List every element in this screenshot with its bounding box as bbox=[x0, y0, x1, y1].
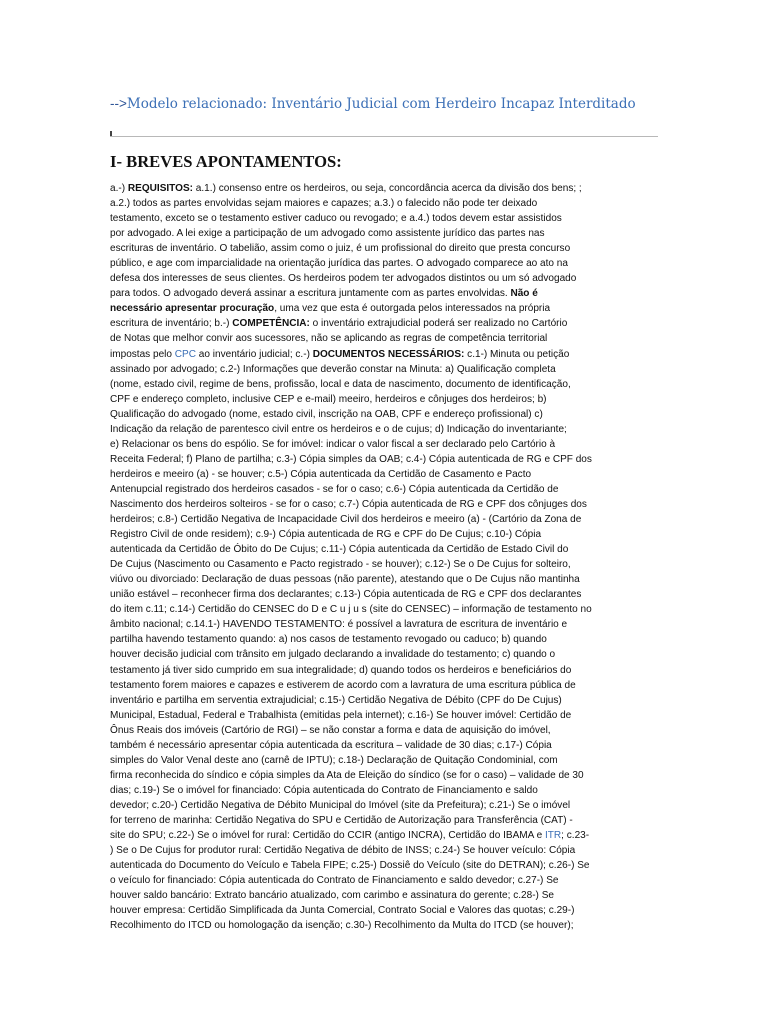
text-run: autenticada do Documento do Veículo e Tabela FIPE; c.25-) Dossiê do Veículo (site do DETRAN); c.26-) Se bbox=[110, 860, 590, 872]
text-run: a.2.) todos as partes envolvidas sejam maiores e capazes; a.3.) o falecido não pode ter deixado bbox=[110, 198, 538, 210]
text-run: viúvo ou divorciado: Declaração de duas pessoas (não parente), atestando que o De Cujus não mantinha bbox=[110, 574, 580, 586]
text-line bbox=[110, 723, 658, 738]
text-line bbox=[110, 557, 658, 572]
text-run: assinado por advogado; c.2-) Informações que deverão constar na Minuta: a) Qualificação completa bbox=[110, 363, 556, 375]
text-line bbox=[110, 813, 658, 828]
text-line bbox=[110, 843, 658, 858]
text-line bbox=[110, 482, 658, 497]
text-line bbox=[110, 452, 658, 467]
text-line bbox=[110, 286, 658, 301]
text-line bbox=[110, 918, 658, 933]
bold-text: REQUISITOS: bbox=[127, 183, 194, 194]
text-run: escritura de inventário; b.-) bbox=[110, 318, 233, 330]
text-run: impostas pelo bbox=[110, 348, 175, 360]
text-run: Nascimento dos herdeiros solteiros - se for o caso; c.7-) Cópia autenticada de RG e CPF dos cônjuges dos bbox=[110, 498, 587, 510]
text-run: âmbito nacional; c.14.1-) HAVENDO TESTAMENTO: é possível a lavratura de escritura de inventário e bbox=[110, 619, 568, 631]
text-run: defesa dos interesses de seus clientes. Os herdeiros podem ter advogados distintos ou um só advogado bbox=[110, 273, 577, 285]
text-line bbox=[110, 422, 658, 437]
text-line bbox=[110, 768, 658, 783]
text-line bbox=[110, 181, 658, 196]
text-line bbox=[110, 858, 658, 873]
text-line bbox=[110, 271, 658, 286]
text-run: simples do Valor Venal deste ano (carnê de IPTU); c.18-) Declaração de Quitação Condominial, com bbox=[110, 754, 558, 766]
text-run: De Cujus (Nascimento ou Casamento e Pacto registrado - se houver); c.12-) Se o De Cujus for solteiro, bbox=[110, 559, 571, 571]
text-run: testamento já tiver sido cumprido em sua integralidade; d) quando todos os herdeiros e beneficiários do bbox=[110, 664, 572, 676]
text-line bbox=[110, 873, 658, 888]
text-run: inventário e partilha em serventia extrajudicial; c.15-) Certidão Negativa de Débito (CPF do De Cujus) bbox=[110, 694, 562, 706]
text-run: c.1-) Minuta ou petição bbox=[464, 348, 570, 360]
text-line bbox=[110, 377, 658, 392]
related-model-link[interactable]: Modelo relacionado: Inventário Judicial com Herdeiro Incapaz Interditado bbox=[126, 96, 636, 112]
text-line bbox=[110, 497, 658, 512]
text-line bbox=[110, 647, 658, 662]
text-line bbox=[110, 407, 658, 422]
text-run: partilha havendo testamento quando: a) nos casos de testamento revogado ou caduco; b) quando bbox=[110, 634, 547, 646]
related-model-line bbox=[110, 96, 636, 112]
text-line bbox=[110, 542, 658, 557]
text-line bbox=[110, 211, 658, 226]
text-line bbox=[110, 512, 658, 527]
text-run: Ônus Reais dos imóveis (Cartório de RGI) – se não constar a forma e data de aquisição do imóvel, bbox=[110, 724, 551, 736]
text-run: CPF e endereço completo, inclusive CEP e e-mail) meeiro, herdeiros e cônjuges dos herdeiros; b) bbox=[110, 393, 547, 405]
bold-text: COMPETÊNCIA: bbox=[232, 318, 310, 330]
horizontal-divider bbox=[110, 136, 658, 137]
text-run: testamento forem maiores e capazes e estiverem de acordo com a lavratura de uma escritura pública de bbox=[110, 679, 576, 691]
text-run: firma reconhecida do síndico e cópia simples da Ata de Eleição do síndico (se for o caso) – validade de 30 bbox=[110, 769, 584, 781]
text-line bbox=[110, 798, 658, 813]
text-run: público, e age com imparcialidade na orientação jurídica das partes. O advogado comparece ao ato na bbox=[110, 258, 568, 270]
text-run: Municipal, Estadual, Federal e Trabalhista (emitidas pela internet); c.16-) Se houver imóvel: Certidão de bbox=[110, 709, 572, 721]
text-line bbox=[110, 678, 658, 693]
text-line bbox=[110, 347, 658, 362]
text-line bbox=[110, 903, 658, 918]
text-line bbox=[110, 362, 658, 377]
text-run: Receita Federal; f) Plano de partilha; c.3-) Cópia simples da OAB; c.4-) Cópia autenticada de RG e CPF dos bbox=[110, 453, 592, 465]
text-run: a.1.) consenso entre os herdeiros, ou seja, concordância acerca da divisão dos bens; ; bbox=[193, 183, 582, 194]
text-run: for terreno de marinha: Certidão Negativa do SPU e Certidão de Autorização para Transferência (CAT) - bbox=[110, 814, 573, 826]
text-run: de Notas que melhor convir aos sucessores, não se aplicando as regras de competência territorial bbox=[110, 333, 548, 345]
text-run: site do SPU; c.22-) Se o imóvel for rural: Certidão do CCIR (antigo INCRA), Certidão do IBAMA e bbox=[110, 830, 545, 842]
text-run: herdeiros; c.8-) Certidão Negativa de Incapacidade Civil dos herdeiros e meeiro (a) - (Cartório da Zona de bbox=[110, 514, 582, 526]
text-run: Qualificação do advogado (nome, estado civil, inscrição na OAB, CPF e endereço profissional) c) bbox=[110, 408, 543, 420]
text-run: e) Relacionar os bens do espólio. Se for imóvel: indicar o valor fiscal a ser declarado pelo Cartório à bbox=[110, 438, 556, 450]
text-line bbox=[110, 888, 658, 903]
text-run: escrituras de inventário. O tabelião, assim como o juiz, é um profissional do direito que presta concurso bbox=[110, 243, 571, 255]
text-line bbox=[110, 301, 658, 316]
text-line bbox=[110, 467, 658, 482]
text-line bbox=[110, 527, 658, 542]
text-run: dias; c.19-) Se o imóvel for financiado: Cópia autenticada do Contrato de Financiamento e saldo bbox=[110, 784, 538, 796]
text-line bbox=[110, 587, 658, 602]
text-run: devedor; c.20-) Certidão Negativa de Débito Municipal do Imóvel (site da Prefeitura); c.21-) Se o imóvel bbox=[110, 799, 571, 811]
text-line bbox=[110, 437, 658, 452]
text-run: para todos. O advogado deverá assinar a escritura juntamente com as partes envolvidas. bbox=[110, 288, 511, 300]
text-line bbox=[110, 602, 658, 617]
text-run: houver saldo bancário: Extrato bancário atualizado, com carimbo e assinatura do gerente; c.28-) Se bbox=[110, 890, 554, 902]
text-line bbox=[110, 256, 658, 271]
text-run: (nome, estado civil, regime de bens, profissão, local e data de nascimento, documento de identificação, bbox=[110, 378, 571, 390]
text-line bbox=[110, 693, 658, 708]
text-line bbox=[110, 226, 658, 241]
text-run: ) Se o De Cujus for produtor rural: Certidão Negativa de débito de INSS; c.24-) Se houver veículo: Cópia bbox=[110, 845, 576, 857]
text-line bbox=[110, 632, 658, 647]
text-run: ao inventário judicial; c.-) bbox=[196, 348, 313, 360]
bold-text: necessário apresentar procuração bbox=[110, 303, 275, 315]
text-run: herdeiros e meeiro (a) - se houver; c.5-) Cópia autenticada da Certidão de Casamento e Pacto bbox=[110, 468, 532, 480]
bold-text: Não é bbox=[510, 288, 538, 300]
text-line bbox=[110, 663, 658, 678]
text-line bbox=[110, 708, 658, 723]
text-run: houver decisão judicial com trânsito em julgado declarando a invalidade do testamento; c) quando o bbox=[110, 649, 556, 661]
text-line bbox=[110, 392, 658, 407]
text-run: a.-) bbox=[110, 183, 128, 194]
text-line bbox=[110, 241, 658, 256]
arrow-marker: --> bbox=[110, 96, 127, 111]
text-run: do item c.11; c.14-) Certidão do CENSEC do D e C u j u s (site do CENSEC) – informação de testamento no bbox=[110, 604, 592, 616]
body-paragraph bbox=[110, 181, 658, 933]
bold-text: DOCUMENTOS NECESSÁRIOS: bbox=[312, 348, 465, 360]
text-run: Indicação da relação de parentesco civil entre os herdeiros e o de cujus; d) Indicação do inventariante; bbox=[110, 423, 567, 435]
text-line bbox=[110, 783, 658, 798]
text-run: testamento, exceto se o testamento estiver caduco ou revogado; e a.4.) todos devem estar assistidos bbox=[110, 213, 562, 225]
text-line bbox=[110, 572, 658, 587]
inline-link[interactable]: ITR bbox=[544, 830, 562, 842]
text-run: o inventário extrajudicial poderá ser realizado no Cartório bbox=[309, 318, 568, 330]
section-heading: I- BREVES APONTAMENTOS: bbox=[110, 152, 342, 171]
text-run: , uma vez que esta é outorgada pelos interessados na própria bbox=[274, 303, 551, 315]
text-run: Registro Civil de onde residem); c.9-) Cópia autenticada de RG e CPF do De Cujus; c.10-) Cópia bbox=[110, 529, 542, 541]
text-line bbox=[110, 331, 658, 346]
text-line bbox=[110, 828, 658, 843]
text-line bbox=[110, 753, 658, 768]
text-run: por advogado. A lei exige a participação de um advogado como assistente jurídico das partes nas bbox=[110, 228, 545, 240]
text-line bbox=[110, 316, 658, 331]
text-run: Antenupcial registrado dos herdeiros casados - se for o caso; c.6-) Cópia autenticada da Certidão de bbox=[110, 483, 559, 495]
text-run: o veículo for financiado: Cópia autenticada do Contrato de Financiamento e saldo devedor; c.27-) Se bbox=[110, 875, 559, 887]
text-run: Recolhimento do ITCD ou homologação da isenção; c.30-) Recolhimento da Multa do ITCD (se houver); bbox=[110, 920, 574, 932]
text-line bbox=[110, 738, 658, 753]
text-line bbox=[110, 617, 658, 632]
text-run: houver empresa: Certidão Simplificada da Junta Comercial, Contrato Social e Valores das quotas; c.29-) bbox=[110, 905, 575, 917]
text-line bbox=[110, 196, 658, 211]
text-run: autenticada da Certidão de Óbito do De Cujus; c.11-) Cópia autenticada da Certidão de Estado Civil do bbox=[110, 544, 569, 556]
text-run: também é necessário apresentar cópia autenticada da escritura – validade de 30 dias; c.17-) Cópia bbox=[110, 739, 552, 751]
text-run: ; c.23- bbox=[561, 830, 590, 842]
inline-link[interactable]: CPC bbox=[174, 348, 196, 360]
text-run: união estável – reconhecer firma dos declarantes; c.13-) Cópia autenticada de RG e CPF dos declarantes bbox=[110, 589, 582, 601]
